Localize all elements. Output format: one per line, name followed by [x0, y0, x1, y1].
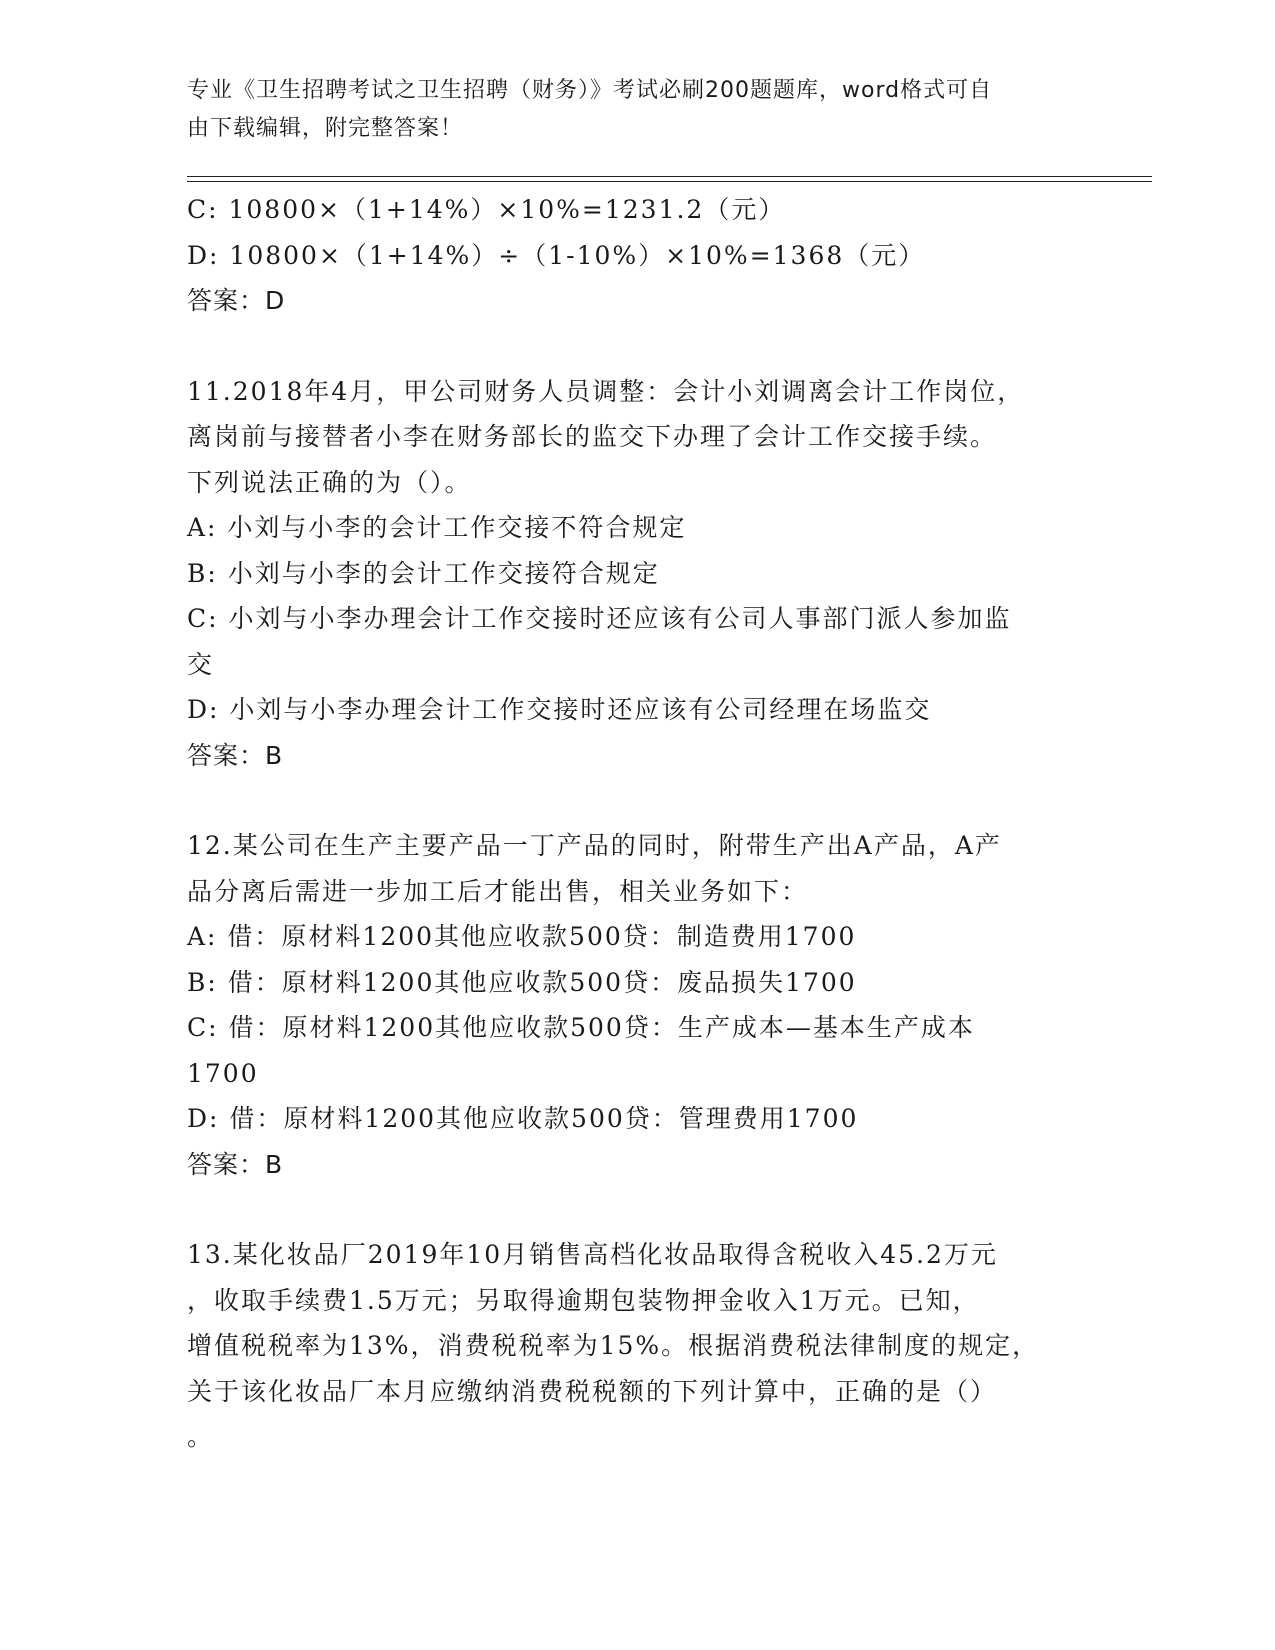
question-stem-line: 离岗前与接替者小李在财务部长的监交下办理了会计工作交接手续。 — [187, 422, 998, 451]
question-stem-line: 品分离后需进一步加工后才能出售，相关业务如下： — [187, 876, 809, 906]
option-d: D: 10800×（1+14%）÷（1-10%）×10%=1368（元） — [187, 240, 926, 270]
header-line-1: 专业《卫生招聘考试之卫生招聘（财务）》考试必刷200题题库，word格式可自 — [187, 78, 993, 103]
question-stem-line: 。 — [187, 1422, 215, 1451]
header-line-2: 由下载编辑，附完整答案！ — [187, 116, 464, 141]
header-divider-bottom — [187, 181, 1152, 182]
option-d: D: 借：原材料1200其他应收款500贷：管理费用1700 — [187, 1104, 859, 1133]
option-c: C: 小刘与小李办理会计工作交接时还应该有公司人事部门派人参加监 — [187, 604, 1012, 633]
question-12 — [187, 823, 1087, 1187]
header-divider-top — [187, 176, 1152, 177]
answer-line: 答案：B — [187, 1149, 284, 1179]
answer-line: 答案：D — [187, 286, 286, 315]
option-c-continued: 1700 — [187, 1058, 259, 1088]
question-stem-line: ，收取手续费1.5万元；另取得逾期包装物押金收入1万元。已知， — [187, 1285, 980, 1315]
spacer — [187, 778, 1087, 823]
question-stem-line: 13.某化妆品厂2019年10月销售高档化妆品取得含税收入45.2万元 — [187, 1240, 998, 1269]
option-c: C: 借：原材料1200其他应收款500贷：生产成本—基本生产成本 — [187, 1013, 975, 1042]
answer-line: 答案：B — [187, 740, 284, 770]
option-a: A: 借：原材料1200其他应收款500贷：制造费用1700 — [187, 922, 857, 951]
question-13 — [187, 1232, 1087, 1460]
option-a: A: 小刘与小李的会计工作交接不符合规定 — [187, 513, 687, 542]
question-stem-line: 下列说法正确的为（）。 — [187, 467, 472, 497]
spacer — [187, 1187, 1087, 1232]
question-10-tail — [187, 187, 1087, 324]
spacer — [187, 324, 1087, 369]
option-b: B: 借：原材料1200其他应收款500贷：废品损失1700 — [187, 967, 857, 997]
option-c-continued: 交 — [187, 649, 215, 679]
question-11 — [187, 369, 1087, 779]
question-stem-line: 12.某公司在生产主要产品一丁产品的同时，附带生产出A产品，A产 — [187, 831, 1002, 860]
option-c: C: 10800×（1+14%）×10%=1231.2（元） — [187, 195, 786, 224]
document-body — [187, 187, 1087, 1460]
question-stem-line: 增值税税率为13%，消费税税率为15%。根据消费税法律制度的规定， — [187, 1331, 1040, 1360]
option-b: B: 小刘与小李的会计工作交接符合规定 — [187, 558, 660, 588]
document-header — [187, 72, 1067, 148]
option-d: D: 小刘与小李办理会计工作交接时还应该有公司经理在场监交 — [187, 695, 932, 724]
question-stem-line: 11.2018年4月，甲公司财务人员调整：会计小刘调离会计工作岗位， — [187, 376, 1025, 406]
question-stem-line: 关于该化妆品厂本月应缴纳消费税税额的下列计算中，正确的是（） — [187, 1376, 998, 1406]
